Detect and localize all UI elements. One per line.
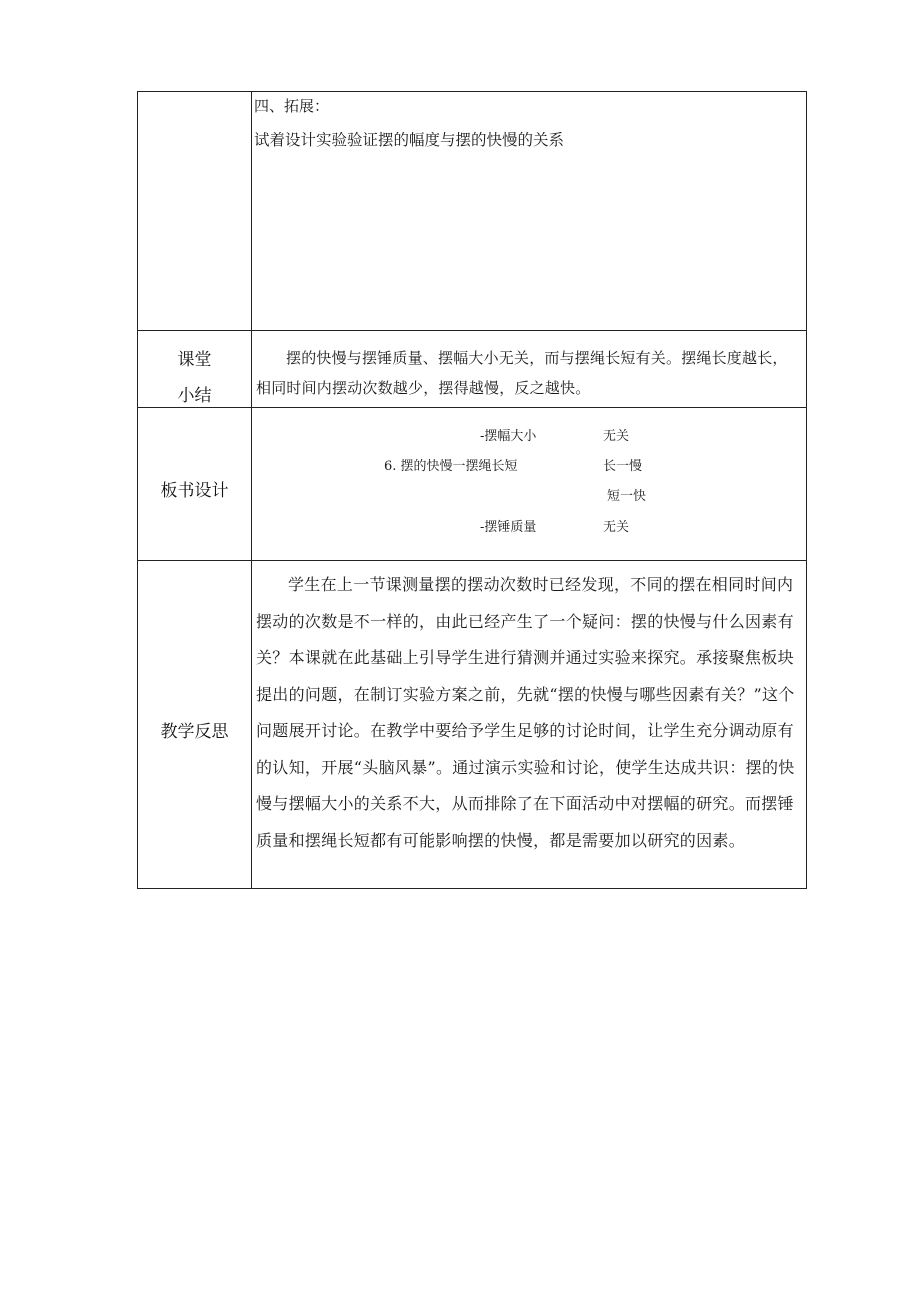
reflection-text: 学生在上一节课测量摆的摆动次数时已经发现，不同的摆在相同时间内摆动的次数是不一样的，由此已经产生了一个疑问：摆的快慢与什么因素有关？本课就在此基础上引导学生进行猜测并通过实验来探究。承接聚焦板块提出的问题，在制订实验方案之前，先就“摆的快慢与哪些因素有关？”这个问题展开讨论。在教学中要给予学生足够的讨论时间，让学生充分调动原有的认知，开展“头脑风暴”。通过演示实验和讨论，使学生达成共识：摆的快慢与摆幅大小的关系不大，从而排除了在下面活动中对摆幅的研究。而摆锤质量和摆绳长短都有可能影响摆的快慢，都是需要加以研究的因素。	[256, 575, 795, 850]
extension-heading: 四、拓展：	[254, 97, 330, 115]
extension-text: 试着设计实验验证摆的幅度与摆的快慢的关系	[254, 131, 565, 149]
summary-label-line1: 课堂	[177, 350, 212, 370]
board-factor-mass: -摆锤质量	[480, 520, 537, 535]
board-result-short: 短一快	[607, 489, 647, 504]
summary-label	[138, 342, 251, 414]
board-label: 板书设计	[160, 481, 229, 501]
summary-label-line2: 小结	[177, 386, 212, 406]
summary-text: 摆的快慢与摆锤质量、摆幅大小无关，而与摆绳长短有关。摆绳长度越长，相同时间内摆动次数越少，摆得越慢，反之越快。	[256, 349, 788, 397]
board-result-mass: 无关	[603, 520, 630, 535]
reflection-label: 教学反思	[160, 722, 229, 742]
board-title: 6. 摆的快慢一摆绳长短	[384, 459, 518, 474]
column-divider	[251, 92, 252, 888]
lesson-plan-table	[137, 91, 807, 889]
board-factor-amplitude: -摆幅大小	[480, 429, 537, 444]
board-result-amplitude: 无关	[603, 429, 630, 444]
row-divider	[138, 560, 806, 561]
board-result-long: 长一慢	[603, 459, 643, 474]
row-divider	[138, 330, 806, 331]
extension-section	[254, 94, 800, 152]
